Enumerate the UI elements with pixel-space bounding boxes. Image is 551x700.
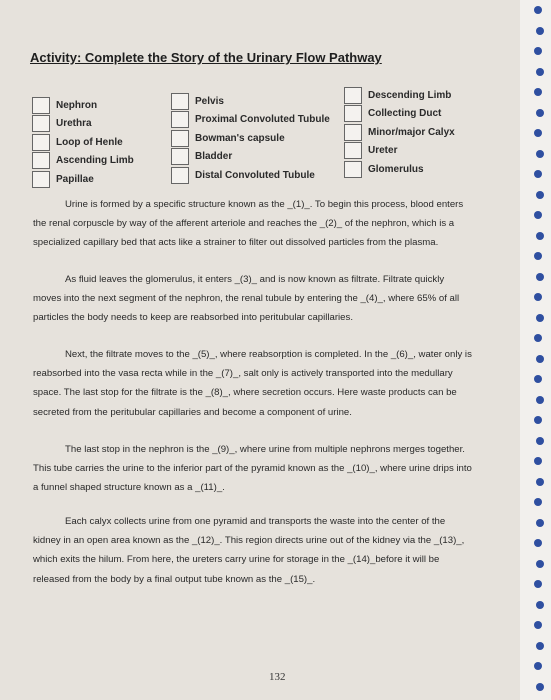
- word-bank-item: Descending Limb: [344, 86, 455, 105]
- answer-box[interactable]: [171, 148, 189, 165]
- word-bank-item: Distal Convoluted Tubule: [171, 166, 330, 185]
- binding-hole: [536, 232, 544, 240]
- binding-hole: [536, 478, 544, 486]
- answer-box[interactable]: [32, 115, 50, 132]
- binding-hole: [534, 539, 542, 547]
- answer-box[interactable]: [171, 111, 189, 128]
- binding-hole: [534, 293, 542, 301]
- word-bank-item: Collecting Duct: [344, 105, 455, 124]
- binding-hole: [534, 375, 542, 383]
- binding-hole: [534, 662, 542, 670]
- word-bank-item: Nephron: [32, 96, 134, 115]
- word-bank-item: Bowman's capsule: [171, 129, 330, 148]
- answer-box[interactable]: [171, 167, 189, 184]
- answer-box[interactable]: [32, 97, 50, 114]
- binding-hole: [536, 314, 544, 322]
- word-bank-column-3: [344, 86, 455, 179]
- binding-hole: [536, 601, 544, 609]
- binding-hole: [536, 109, 544, 117]
- binding-hole: [536, 519, 544, 527]
- answer-box[interactable]: [344, 124, 362, 141]
- binding-hole: [534, 170, 542, 178]
- answer-box[interactable]: [32, 134, 50, 151]
- answer-box[interactable]: [32, 171, 50, 188]
- word-bank-item: Papillae: [32, 170, 134, 189]
- word-bank-item: Bladder: [171, 148, 330, 167]
- word-bank-column-1: [32, 96, 134, 189]
- story-paragraph-4: The last stop in the nephron is the _(9)_, where urine from multiple nephrons merges together. This tube carries the urine to the inferior part of the pyramid known as the _(10)_, where urine drips into a funnel shaped structure known as a _(11)_.: [33, 444, 472, 494]
- binding-hole: [536, 396, 544, 404]
- answer-box[interactable]: [171, 93, 189, 110]
- page-number: 132: [269, 671, 286, 683]
- binding-hole: [536, 150, 544, 158]
- story-paragraph-1: Urine is formed by a specific structure known as the _(1)_. To begin this process, blood enters the renal corpuscle by way of the afferent arteriole and reaches the _(2)_ of the nephron, which is a specialized capillary bed that acts like a strainer to filter out dissolved particles from the plasma.: [33, 199, 464, 249]
- story-paragraph-5: Each calyx collects urine from one pyramid and transports the waste into the center of the kidney in an open area known as the _(12)_. This region directs urine out of the kidney via the _(13)_, which exits the hilum. From here, the ureters carry urine for storage in the _(14)_before it will be released from the body by a final output tube known as the _(15)_.: [33, 516, 465, 585]
- binding-hole: [536, 273, 544, 281]
- word-bank-item: Ureter: [344, 142, 455, 161]
- binding-hole: [534, 47, 542, 55]
- spiral-binding: [520, 0, 551, 700]
- binding-hole: [536, 68, 544, 76]
- binding-hole: [536, 560, 544, 568]
- binding-hole: [534, 457, 542, 465]
- word-bank-item: Ascending Limb: [32, 152, 134, 171]
- binding-hole: [534, 580, 542, 588]
- word-bank-item: Loop of Henle: [32, 133, 134, 152]
- binding-hole: [534, 416, 542, 424]
- answer-box[interactable]: [32, 152, 50, 169]
- binding-hole: [534, 211, 542, 219]
- binding-hole: [536, 683, 544, 691]
- binding-hole: [534, 252, 542, 260]
- answer-box[interactable]: [344, 142, 362, 159]
- binding-hole: [534, 88, 542, 96]
- word-bank-item: Proximal Convoluted Tubule: [171, 111, 330, 130]
- answer-box[interactable]: [344, 87, 362, 104]
- word-bank-item: Minor/major Calyx: [344, 123, 455, 142]
- binding-hole: [536, 437, 544, 445]
- binding-hole: [536, 355, 544, 363]
- binding-hole: [534, 334, 542, 342]
- binding-hole: [534, 6, 542, 14]
- answer-box[interactable]: [344, 105, 362, 122]
- word-bank-column-2: [171, 92, 330, 185]
- answer-box[interactable]: [171, 130, 189, 147]
- binding-hole: [534, 498, 542, 506]
- word-bank-item: Glomerulus: [344, 160, 455, 179]
- binding-hole: [534, 621, 542, 629]
- binding-hole: [536, 191, 544, 199]
- story-paragraph-3: Next, the filtrate moves to the _(5)_, where reabsorption is completed. In the _(6)_, water only is reabsorbed into the vasa recta while in the _(7)_, salt only is actively transported into the medullary space. The last stop for the filtrate is the _(8)_, where secretion occurs. Here waste products can be secreted from the peritubular capillaries and become a component of urine.: [33, 349, 472, 418]
- story-paragraph-2: As fluid leaves the glomerulus, it enters _(3)_ and is now known as filtrate. Filtrate quickly moves into the next segment of the nephron, the renal tubule by entering the _(4)_, where 65% of all particles the body needs to keep are reabsorbed into peritubular capillaries.: [33, 274, 460, 324]
- answer-box[interactable]: [344, 161, 362, 178]
- word-bank-item: Pelvis: [171, 92, 330, 111]
- activity-title: Activity: Complete the Story of the Urinary Flow Pathway: [30, 50, 382, 65]
- binding-hole: [536, 642, 544, 650]
- word-bank-item: Urethra: [32, 115, 134, 134]
- binding-hole: [536, 27, 544, 35]
- binding-hole: [534, 129, 542, 137]
